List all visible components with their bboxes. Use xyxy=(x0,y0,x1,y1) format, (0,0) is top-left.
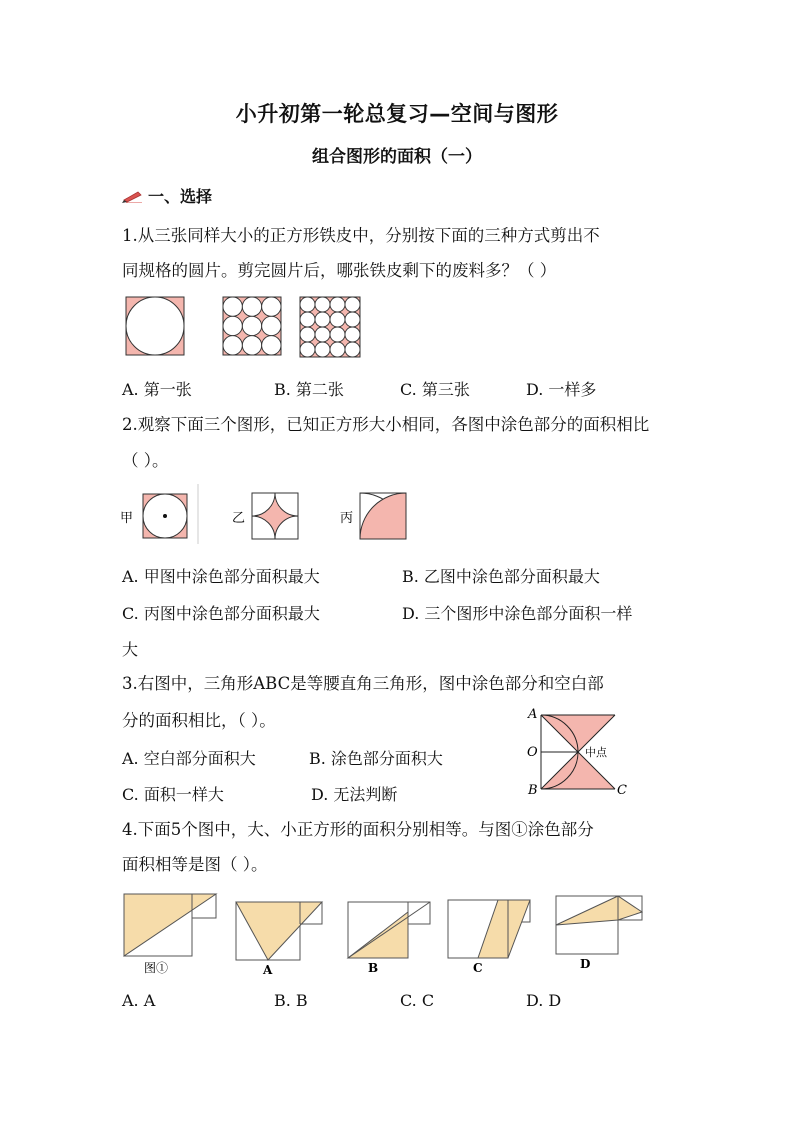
q1-line2: 同规格的圆片。剪完圆片后，哪张铁皮剩下的废料多？（ ） xyxy=(122,261,557,280)
q4-figure-c xyxy=(448,900,530,975)
q4-label-fig1: 图① xyxy=(144,961,169,975)
q1-option-c[interactable]: C. 第三张 xyxy=(400,380,470,399)
q1-circle xyxy=(330,342,345,357)
q1-circle xyxy=(300,312,315,327)
q4-figure-b xyxy=(348,902,430,975)
q2-option-a[interactable]: A. 甲图中涂色部分面积最大 xyxy=(122,567,320,586)
q1-circle xyxy=(345,327,360,342)
q3-label-c: C xyxy=(617,783,627,798)
q1-figure-sixteen-circles xyxy=(300,297,360,357)
q1-circle xyxy=(300,327,315,342)
q4-label-a: A xyxy=(263,963,273,977)
q4-line2: 面积相等是图（ ）。 xyxy=(122,855,268,874)
q3-option-c[interactable]: C. 面积一样大 xyxy=(122,785,224,804)
q1-option-d[interactable]: D. 一样多 xyxy=(526,380,597,399)
q1-circle xyxy=(345,297,360,312)
q2-label-jia: 甲 xyxy=(120,511,134,526)
q1-circle xyxy=(315,297,330,312)
q1-circle xyxy=(345,312,360,327)
page-title: 小升初第一轮总复习—空间与图形 xyxy=(235,102,559,126)
pencil-icon xyxy=(122,189,144,203)
q1-circle xyxy=(330,297,345,312)
q1-circle xyxy=(223,316,242,335)
q3-option-d[interactable]: D. 无法判断 xyxy=(311,785,398,804)
q4-figures xyxy=(118,888,658,980)
q1-circle xyxy=(262,316,281,335)
q2-label-yi: 乙 xyxy=(232,511,246,526)
q1-circle xyxy=(242,316,261,335)
q2-figures xyxy=(118,484,418,548)
q1-figure-one-circle xyxy=(126,297,184,355)
q4-label-b: B xyxy=(368,961,379,975)
q2-option-d[interactable]: D. 三个图形中涂色部分面积一样 xyxy=(402,604,633,623)
q1-circle xyxy=(330,327,345,342)
q1-option-a[interactable]: A. 第一张 xyxy=(122,380,192,399)
q1-option-b[interactable]: B. 第二张 xyxy=(274,380,344,399)
q1-circle xyxy=(262,297,281,316)
q2-option-b[interactable]: B. 乙图中涂色部分面积最大 xyxy=(402,567,600,586)
q4-figure-d xyxy=(556,896,642,971)
q1-circle xyxy=(223,297,242,316)
q2-figure-jia-center-dot xyxy=(163,514,167,518)
q4-label-d: D xyxy=(580,957,591,971)
q3-label-b: B xyxy=(528,783,538,798)
q1-circle xyxy=(262,336,281,355)
q2-line1: 2.观察下面三个图形，已知正方形大小相同，各图中涂色部分的面积相比 xyxy=(122,415,650,434)
q1-circle xyxy=(345,342,360,357)
q3-option-a[interactable]: A. 空白部分面积大 xyxy=(122,749,256,768)
q4-option-d[interactable]: D. D xyxy=(526,991,562,1010)
q1-circle xyxy=(300,297,315,312)
q4-option-a[interactable]: A. A xyxy=(122,991,156,1010)
q1-line1: 1.从三张同样大小的正方形铁皮中，分别按下面的三种方式剪出不 xyxy=(122,226,600,245)
q1-figure-nine-circles xyxy=(223,297,281,355)
q4-label-c: C xyxy=(473,961,483,975)
q2-label-bing: 丙 xyxy=(340,511,354,526)
q1-figures xyxy=(120,294,390,360)
q1-circle xyxy=(223,336,242,355)
q2-line2: （ ）。 xyxy=(122,451,169,470)
section-heading xyxy=(122,184,212,207)
q2-option-c[interactable]: C. 丙图中涂色部分面积最大 xyxy=(122,604,320,623)
section-title: 一、选择 xyxy=(148,187,213,206)
q4-figure-a xyxy=(236,902,322,977)
q1-circle xyxy=(300,342,315,357)
q3-line1: 3.右图中，三角形ABC是等腰直角三角形，图中涂色部分和空白部 xyxy=(122,674,604,693)
q1-circle xyxy=(315,327,330,342)
q4-option-b[interactable]: B. B xyxy=(274,991,308,1010)
q4-figure-1 xyxy=(124,894,216,975)
q1-circle xyxy=(330,312,345,327)
q3-label-a: A xyxy=(528,707,538,722)
q2-option-d-wrap: 大 xyxy=(122,640,139,659)
q1-circle xyxy=(315,342,330,357)
q3-figure xyxy=(525,703,635,799)
page-subtitle: 组合图形的面积（一） xyxy=(312,147,482,167)
q3-line2: 分的面积相比，（ ）。 xyxy=(122,711,276,730)
q4-option-c[interactable]: C. C xyxy=(400,991,435,1010)
q1-circle xyxy=(315,312,330,327)
q3-option-b[interactable]: B. 涂色部分面积大 xyxy=(309,749,443,768)
q1-circle xyxy=(242,297,261,316)
q4-line1: 4.下面5个图中，大、小正方形的面积分别相等。与图①涂色部分 xyxy=(122,820,594,839)
q3-label-o: O xyxy=(527,745,538,760)
q1-circle xyxy=(242,336,261,355)
q3-label-midpoint: 中点 xyxy=(585,746,607,759)
